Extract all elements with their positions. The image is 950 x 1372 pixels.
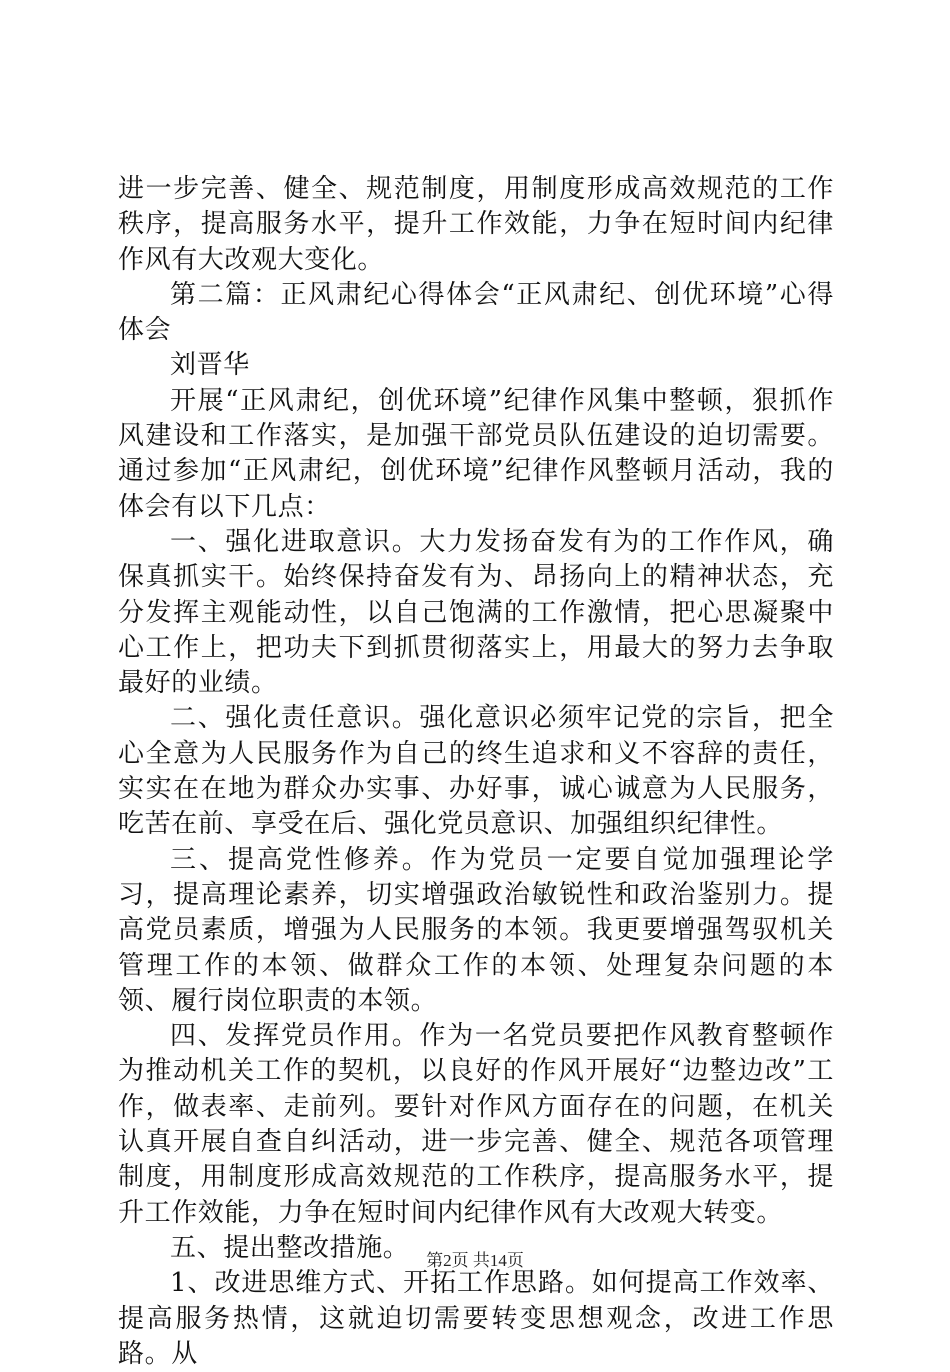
paragraph-continuation: 进一步完善、健全、规范制度，用制度形成高效规范的工作秩序，提高服务水平，提升工作效能，力争在短时间内纪律作风有大改观大变化。 xyxy=(118,174,834,275)
paragraph-point-4: 四、发挥党员作用。作为一名党员要把作风教育整顿作为推动机关工作的契机，以良好的作风开展好“边整边改”工作，做表率、走前列。要针对作风方面存在的问题，在机关认真开展自查自纠活动，进一步完善、健全、规范各项管理制度，用制度形成高效规范的工作秩序，提高服务水平，提升工作效能，力争在短时间内纪律作风有大改观大转变。 xyxy=(118,1021,834,1228)
author-name: 刘晋华 xyxy=(170,350,250,381)
paragraph-point-3: 三、提高党性修养。作为党员一定要自觉加强理论学习，提高理论素养，切实增强政治敏锐性和政治鉴别力。提高党员素质，增强为人民服务的本领。我更要增强驾驭机关管理工作的本领、做群众工作的本领、处理复杂问题的本领、履行岗位职责的本领。 xyxy=(118,844,834,1016)
paragraph-intro: 开展“正风肃纪，创优环境”纪律作风集中整顿，狠抓作风建设和工作落实，是加强干部党员队伍建设的迫切需要。通过参加“正风肃纪，创优环境”纪律作风整顿月活动，我的体会有以下几点： xyxy=(118,385,834,522)
paragraph-point-5: 五、提出整改措施。 xyxy=(170,1232,410,1263)
paragraph-measure-1: 1、改进思维方式、开拓工作思路。如何提高工作效率、提高服务热情，这就迫切需要转变思想观念，改进工作思路。从 xyxy=(118,1268,834,1369)
section-heading: 第二篇：正风肃纪心得体会“正风肃纪、创优环境”心得体会 xyxy=(118,279,834,346)
document-body xyxy=(118,172,834,1372)
page-number-footer: 第2页 共14页 xyxy=(426,1251,524,1270)
paragraph-point-2: 二、强化责任意识。强化意识必须牢记党的宗旨，把全心全意为人民服务作为自己的终生追求和义不容辞的责任，实实在在地为群众办实事、办好事，诚心诚意为人民服务，吃苦在前、享受在后、强化党员意识、加强组织纪律性。 xyxy=(118,703,834,840)
paragraph-point-1: 一、强化进取意识。大力发扬奋发有为的工作作风，确保真抓实干。始终保持奋发有为、昂扬向上的精神状态，充分发挥主观能动性，以自己饱满的工作激情，把心思凝聚中心工作上，把功夫下到抓贯彻落实上，用最大的努力去争取最好的业绩。 xyxy=(118,526,834,699)
